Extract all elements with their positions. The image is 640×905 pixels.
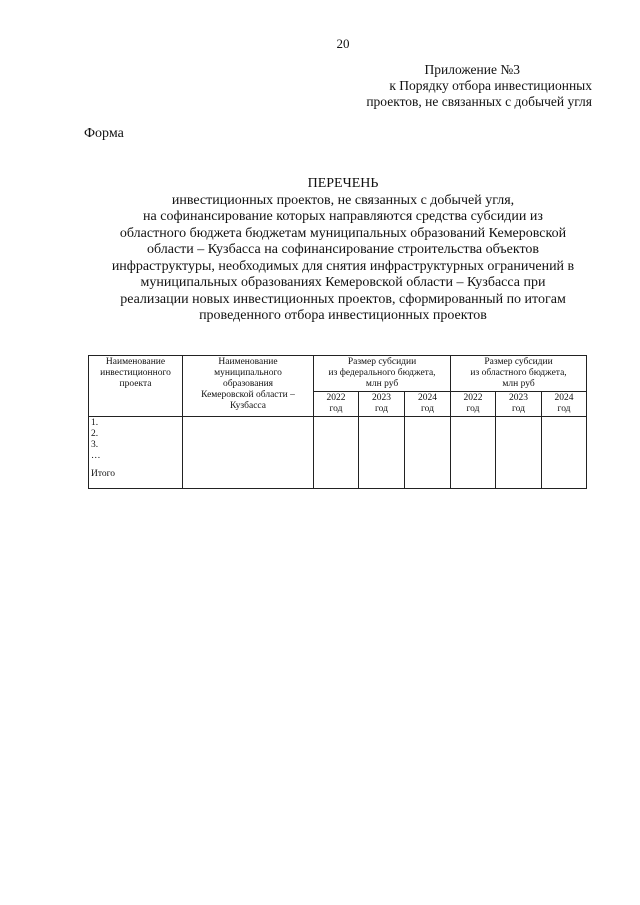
heading-line: областного бюджета бюджетам муниципальных образований Кемеровской [119, 225, 567, 241]
heading-title: ПЕРЕЧЕНЬ [307, 176, 379, 191]
header-project-name: Наименование инвестиционного проекта [89, 356, 183, 417]
header-year: 2023 год [496, 392, 542, 417]
page-number: 20 [336, 36, 350, 51]
header-year: 2022 год [451, 392, 496, 417]
total-label: Итого [91, 469, 116, 479]
heading-line: инвестиционных проектов, не связанных с добычей угля, [171, 192, 515, 208]
document-heading [90, 176, 596, 325]
table-cell [314, 417, 359, 489]
heading-line: реализации новых инвестиционных проектов, сформированный по итогам [120, 291, 566, 307]
table-cell [496, 417, 542, 489]
heading-line: инфраструктуры, необходимых для снятия инфраструктурных ограничений в [111, 258, 575, 274]
heading-line: муниципальных образованиях Кемеровской области – Кузбасса при [140, 275, 546, 290]
table-cell [183, 417, 314, 489]
header-year: 2024 год [405, 392, 451, 417]
form-label: Форма [84, 126, 124, 141]
header-federal-subsidy: Размер субсидии из федерального бюджета, млн руб [314, 356, 451, 392]
row-list-cell [89, 417, 183, 489]
heading-line: области – Кузбасса на софинансирование строительства объектов [146, 242, 540, 257]
header-year: 2022 год [314, 392, 359, 417]
heading-line: проведенного отбора инвестиционных проектов [199, 308, 487, 323]
header-regional-subsidy: Размер субсидии из областного бюджета, млн руб [451, 356, 587, 392]
appendix-line: к Порядку отбора инвестиционных [389, 78, 592, 93]
table-cell [359, 417, 405, 489]
header-year: 2024 год [542, 392, 587, 417]
list-item: … [91, 451, 101, 461]
subsidy-table [88, 355, 587, 489]
table-cell [451, 417, 496, 489]
appendix-block [292, 62, 592, 110]
list-item: 3. [91, 440, 99, 450]
heading-line: на софинансирование которых направляются средства субсидии из [143, 209, 543, 224]
appendix-title: Приложение №3 [424, 62, 520, 77]
list-item: 1. [91, 418, 99, 428]
appendix-line: проектов, не связанных с добычей угля [366, 94, 592, 109]
header-municipality: Наименование муниципального образования Кемеровской области – Кузбасса [183, 356, 314, 417]
table-cell [542, 417, 587, 489]
table-cell [405, 417, 451, 489]
header-year: 2023 год [359, 392, 405, 417]
list-item: 2. [91, 429, 99, 439]
